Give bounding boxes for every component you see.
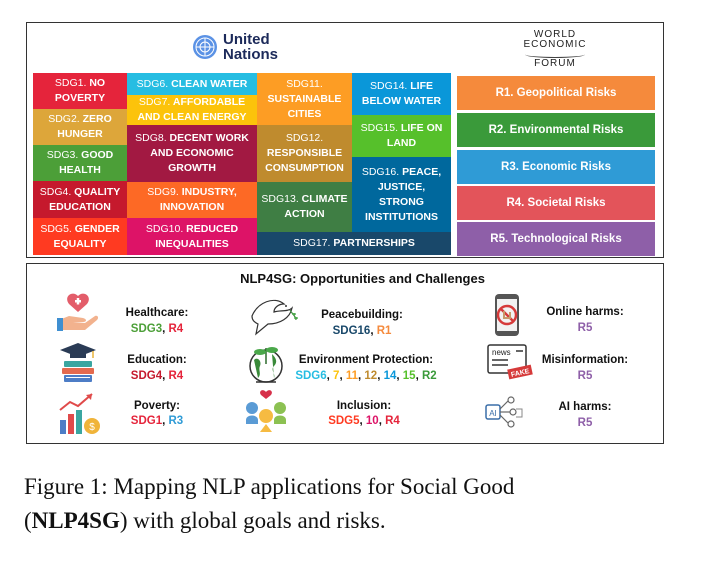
app-value-token: R4 bbox=[385, 415, 400, 427]
app-value-token: , bbox=[339, 370, 346, 382]
un-name-line1: United bbox=[223, 31, 270, 48]
growth-chart-coin-icon bbox=[58, 392, 102, 436]
sdg-tile-sdg15 bbox=[352, 115, 451, 157]
section-title: NLP4SG: Opportunities and Challenges bbox=[240, 271, 485, 286]
sdg-number: SDG13. bbox=[261, 193, 299, 205]
app-value-token: , bbox=[370, 325, 377, 337]
app-values-online-harms bbox=[495, 322, 675, 334]
app-values-peacebuilding bbox=[272, 325, 452, 337]
wef-arc-icon bbox=[525, 51, 585, 58]
svg-text:AI: AI bbox=[489, 409, 497, 418]
sdg-tile-sdg9 bbox=[127, 182, 257, 218]
app-value-token: , bbox=[326, 370, 334, 382]
app-value-token: , bbox=[377, 370, 384, 382]
wef-line2: ECONOMIC bbox=[523, 39, 587, 50]
sdg-title: GENDER EQUALITY bbox=[53, 222, 120, 250]
healthcare-hand-heart-icon bbox=[57, 292, 99, 332]
app-value-token: , bbox=[162, 323, 169, 335]
sdg-tile-text bbox=[35, 222, 125, 252]
sdg-title: CLEAN WATER bbox=[168, 77, 248, 90]
app-value-token: 14 bbox=[383, 370, 397, 382]
books-graduation-cap-icon bbox=[58, 342, 98, 384]
app-value-token: SDG16 bbox=[332, 325, 371, 337]
ai-chip-icon bbox=[484, 395, 524, 431]
sdg-title: QUALITY EDUCATION bbox=[49, 185, 121, 213]
wef-line3: FORUM bbox=[534, 58, 576, 69]
app-value-token: 12 bbox=[364, 370, 378, 382]
caption-bold: NLP4SG bbox=[31, 508, 120, 533]
app-value-token: , bbox=[162, 370, 169, 382]
app-label-online-harms: Online harms: bbox=[546, 306, 624, 318]
app-value-token: R1 bbox=[376, 325, 392, 337]
app-value-token: SDG1 bbox=[130, 415, 163, 427]
caption-line2 bbox=[24, 504, 704, 538]
app-label-misinformation: Misinformation: bbox=[541, 354, 629, 366]
app-value-token: SDG4 bbox=[130, 370, 163, 382]
app-label-poverty: Poverty: bbox=[133, 400, 181, 412]
sdg-tile-sdg16 bbox=[352, 157, 451, 232]
sdg-number: SDG5. bbox=[40, 222, 72, 235]
app-value-token: R5 bbox=[577, 370, 593, 382]
sdg-title: GOOD HEALTH bbox=[59, 149, 114, 176]
app-label-education: Education: bbox=[127, 354, 187, 366]
app-value-token: , bbox=[415, 370, 422, 382]
app-value-token: 7 bbox=[333, 370, 340, 382]
sdg-number: SDG1. bbox=[54, 77, 87, 89]
un-name-line2: Nations bbox=[223, 46, 279, 63]
risk-bar-r5: R5. Technological Risks bbox=[457, 222, 655, 256]
sdg-title: NO POVERTY bbox=[54, 77, 106, 104]
sdg-tile-text bbox=[129, 95, 255, 125]
app-label-environment: Environment Protection: bbox=[298, 354, 434, 366]
sdg-title: DECENT WORK AND ECONOMIC GROWTH bbox=[150, 132, 249, 174]
sdg-tile-sdg5 bbox=[33, 218, 127, 255]
sdg-tile-text bbox=[129, 185, 255, 215]
app-label-ai-harms: AI harms: bbox=[558, 401, 612, 413]
risk-bar-r3: R3. Economic Risks bbox=[457, 150, 655, 184]
sdg-tile-sdg6 bbox=[127, 73, 257, 95]
risk-bar-r2: R2. Environmental Risks bbox=[457, 113, 655, 147]
svg-text:news: news bbox=[492, 348, 511, 357]
app-value-token: SDG6 bbox=[295, 370, 327, 382]
app-value-token: R4 bbox=[168, 370, 184, 382]
fake-news-icon bbox=[486, 343, 534, 383]
sdg-title: PARTNERSHIPS bbox=[330, 237, 415, 249]
sdg-tile-text bbox=[259, 192, 350, 222]
sdg-number: SDG4. bbox=[39, 185, 72, 198]
sdg-tile-text bbox=[129, 222, 255, 252]
sdg-title: CLIMATE ACTION bbox=[284, 193, 348, 220]
caption-open-paren: ( bbox=[24, 508, 32, 533]
sdg-number: SDG3. bbox=[46, 149, 79, 161]
sdg-tile-text bbox=[354, 79, 449, 109]
sdg-tile-text bbox=[354, 165, 449, 225]
dove-icon bbox=[244, 294, 298, 336]
wef-line1: WORLD bbox=[533, 29, 577, 40]
sdg-tile-sdg2 bbox=[33, 109, 127, 145]
app-value-token: R3 bbox=[168, 415, 184, 427]
sdg-tile-text bbox=[137, 77, 248, 92]
sdg-number: SDG15. bbox=[360, 122, 398, 134]
sdg-tile-sdg11 bbox=[257, 73, 352, 125]
app-value-token: SDG3 bbox=[130, 323, 163, 335]
sdg-tile-sdg1 bbox=[33, 73, 127, 109]
sdg-number: SDG12. bbox=[285, 132, 324, 144]
phone-block-icon bbox=[492, 293, 522, 337]
sdg-tile-text bbox=[293, 236, 415, 251]
caption-suffix: ) with global goals and risks. bbox=[119, 508, 386, 533]
risk-bar-r4: R4. Societal Risks bbox=[457, 186, 655, 220]
app-label-inclusion: Inclusion: bbox=[336, 400, 392, 412]
app-value-token: R2 bbox=[421, 370, 437, 382]
sdg-tile-text bbox=[35, 148, 125, 178]
sdg-number: SDG7. bbox=[138, 96, 171, 108]
sdg-number: SDG17. bbox=[293, 237, 331, 249]
sdg-title: REDUCED INEQUALITIES bbox=[155, 222, 239, 250]
sdg-tile-sdg8 bbox=[127, 125, 257, 182]
sdg-number: SDG6. bbox=[136, 77, 169, 90]
sdg-tile-text bbox=[35, 185, 125, 215]
app-value-token: R5 bbox=[577, 322, 593, 334]
globe-plant-icon bbox=[246, 342, 286, 384]
app-value-token: R4 bbox=[168, 323, 184, 335]
sdg-title: ZERO HUNGER bbox=[57, 113, 112, 140]
sdg-tile-text bbox=[35, 112, 125, 142]
app-value-token: 15 bbox=[402, 370, 416, 382]
sdg-tile-text bbox=[259, 77, 350, 122]
sdg-title: SUSTAINABLE CITIES bbox=[267, 92, 342, 120]
sdg-tile-sdg13 bbox=[257, 182, 352, 232]
risk-bar-r1: R1. Geopolitical Risks bbox=[457, 76, 655, 110]
sdg-title: LIFE BELOW WATER bbox=[361, 80, 442, 107]
sdg-title: LIFE ON LAND bbox=[386, 122, 443, 149]
app-value-token: 11 bbox=[345, 370, 359, 382]
sdg-number: SDG16. bbox=[361, 165, 400, 178]
sdg-number: SDG8. bbox=[135, 132, 167, 144]
sdg-tile-text bbox=[354, 121, 449, 151]
inclusion-people-icon bbox=[242, 388, 290, 436]
app-label-healthcare: Healthcare: bbox=[125, 307, 189, 319]
app-value-token: , bbox=[162, 415, 169, 427]
sdg-tile-sdg10 bbox=[127, 218, 257, 255]
sdg-title: AFFORDABLE AND CLEAN ENERGY bbox=[137, 96, 247, 123]
svg-text:FAKE: FAKE bbox=[510, 368, 531, 379]
app-values-inclusion bbox=[274, 415, 454, 427]
app-value-token: 10 bbox=[365, 415, 379, 427]
sdg-tile-sdg14 bbox=[352, 73, 451, 115]
app-value-token: , bbox=[378, 415, 386, 427]
sdg-number: SDG11. bbox=[286, 77, 323, 90]
app-value-token: , bbox=[359, 415, 366, 427]
sdg-tile-sdg7 bbox=[127, 95, 257, 125]
sdg-number: SDG2. bbox=[48, 113, 80, 125]
app-values-environment bbox=[276, 370, 456, 382]
app-value-token: R5 bbox=[577, 417, 593, 429]
sdg-number: SDG10. bbox=[145, 222, 184, 235]
wef-logo bbox=[512, 30, 598, 69]
svg-text:$: $ bbox=[89, 422, 95, 433]
sdg-title: INDUSTRY, INNOVATION bbox=[159, 186, 237, 213]
app-value-token: SDG5 bbox=[328, 415, 360, 427]
sdg-number: SDG14. bbox=[369, 80, 408, 92]
sdg-tile-sdg3 bbox=[33, 145, 127, 181]
sdg-tile-text bbox=[129, 131, 255, 176]
sdg-number: SDG9. bbox=[147, 186, 179, 198]
sdg-tile-text bbox=[259, 131, 350, 176]
sdg-tile-sdg4 bbox=[33, 181, 127, 218]
app-value-token: , bbox=[358, 370, 365, 382]
figure-caption bbox=[24, 470, 704, 538]
un-name bbox=[223, 32, 278, 62]
sdg-title: PEACE, JUSTICE, STRONG INSTITUTIONS bbox=[365, 165, 442, 223]
app-value-token: , bbox=[396, 370, 403, 382]
un-emblem-icon bbox=[191, 33, 219, 61]
app-label-peacebuilding: Peacebuilding: bbox=[321, 309, 403, 321]
sdg-title: RESPONSIBLE CONSUMPTION bbox=[265, 147, 344, 174]
sdg-tile-text bbox=[35, 76, 125, 106]
un-logo bbox=[191, 32, 278, 62]
caption-line1: Figure 1: Mapping NLP applications for Social Good bbox=[24, 474, 515, 499]
sdg-tile-sdg17 bbox=[257, 232, 451, 255]
sdg-tile-sdg12 bbox=[257, 125, 352, 182]
